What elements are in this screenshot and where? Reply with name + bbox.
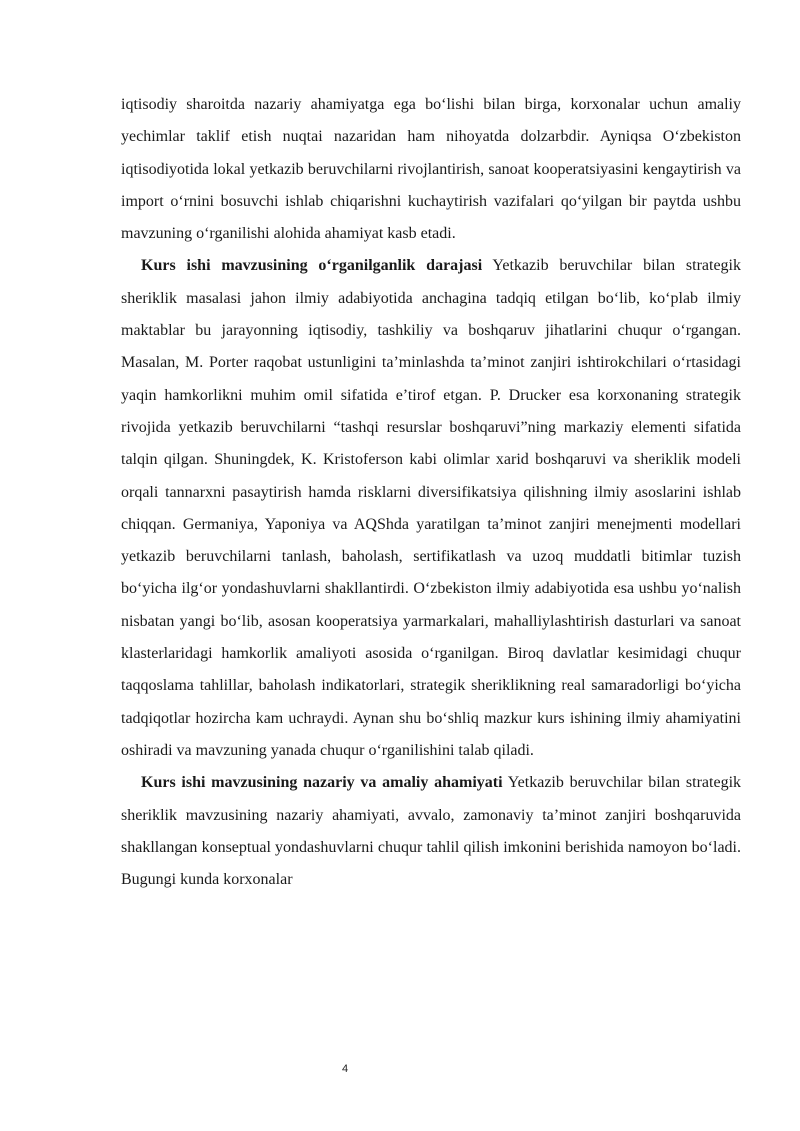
paragraph-intro-continuation <box>121 89 741 250</box>
paragraph-text: Yetkazib beruvchilar bilan strategik sheriklik mavzusining nazariy ahamiyati, avvalo, zamonaviy ta’minot zanjiri boshqaruvida shakllangan konseptual yondashuvlarni chuqur tahlil qilish imkonini berishida namoyon bo‘ladi. Bugungi kunda korxonalar <box>121 774 742 889</box>
paragraph-text: Yetkazib beruvchilar bilan strategik sheriklik masalasi jahon ilmiy adabiyotida anchagina tadqiq etilgan bo‘lib, ko‘plab ilmiy maktablar bu jarayonning iqtisodiy, tashkiliy va boshqaruv jihatlarini chuqur o‘rgangan. Masalan, M. Porter raqobat ustunligini ta’minlashda ta’minot zanjiri ishtirokchilari o‘rtasidagi yaqin hamkorlikni muhim omil sifatida e’tirof etgan. P. Drucker esa korxonaning strategik rivojida yetkazib beruvchilarni “tashqi resurslar boshqaruvi”ning markaziy elementi sifatida talqin qilgan. Shuningdek, K. Kristoferson kabi olimlar xarid boshqaruvi va sheriklik modeli orqali tannarxni pasaytirish hamda risklarni diversifikatsiya qilishning ilmiy asoslarini ishlab chiqqan. Germaniya, Yaponiya va AQShda yaratilgan ta’minot zanjiri menejmenti modellari yetkazib beruvchilarni tanlash, baholash, sertifikatlash va uzoq muddatli bitimlar tuzish bo‘yicha ilg‘or yondashuvlarni shakllantirdi. O‘zbekiston ilmiy adabiyotida esa ushbu yo‘nalish nisbatan yangi bo‘lib, asosan kooperatsiya yarmarkalari, mahalliylashtirish dasturlari va sanoat klasterlaridagi hamkorlik amaliyoti asosida o‘rganilgan. Biroq davlatlar kesimidagi chuqur taqqoslama tahlillar, baholash indikatorlari, strategik sheriklikning real samaradorligi bo‘yicha tadqiqotlar hozircha kam uchraydi. Aynan shu bo‘shliq mazkur kurs ishining ilmiy ahamiyatini oshiradi va mavzuning yanada chuqur o‘rganilishini talab qiladi. <box>121 257 742 759</box>
section-heading-study-level: Kurs ishi mavzusining o‘rganilganlik darajasi <box>141 257 483 275</box>
page-body <box>121 89 741 896</box>
paragraph-text: iqtisodiy sharoitda nazariy ahamiyatga ega bo‘lishi bilan birga, korxonalar uchun amaliy yechimlar taklif etish nuqtai nazaridan ham nihoyatda dolzarbdir. Ayniqsa O‘zbekiston iqtisodiyotida lokal yetkazib beruvchilarni rivojlantirish, sanoat kooperatsiyasini kengaytirish va import o‘rnini bosuvchi ishlab chiqarishni kuchaytirish vazifalari qo‘yilgan bir paytda ushbu mavzuning o‘rganilishi alohida ahamiyat kasb etadi. <box>121 96 741 243</box>
page-number: 4 <box>341 1063 349 1075</box>
paragraph-significance <box>121 767 741 896</box>
section-heading-significance: Kurs ishi mavzusining nazariy va amaliy ahamiyati <box>141 774 503 792</box>
paragraph-study-level <box>121 250 741 767</box>
